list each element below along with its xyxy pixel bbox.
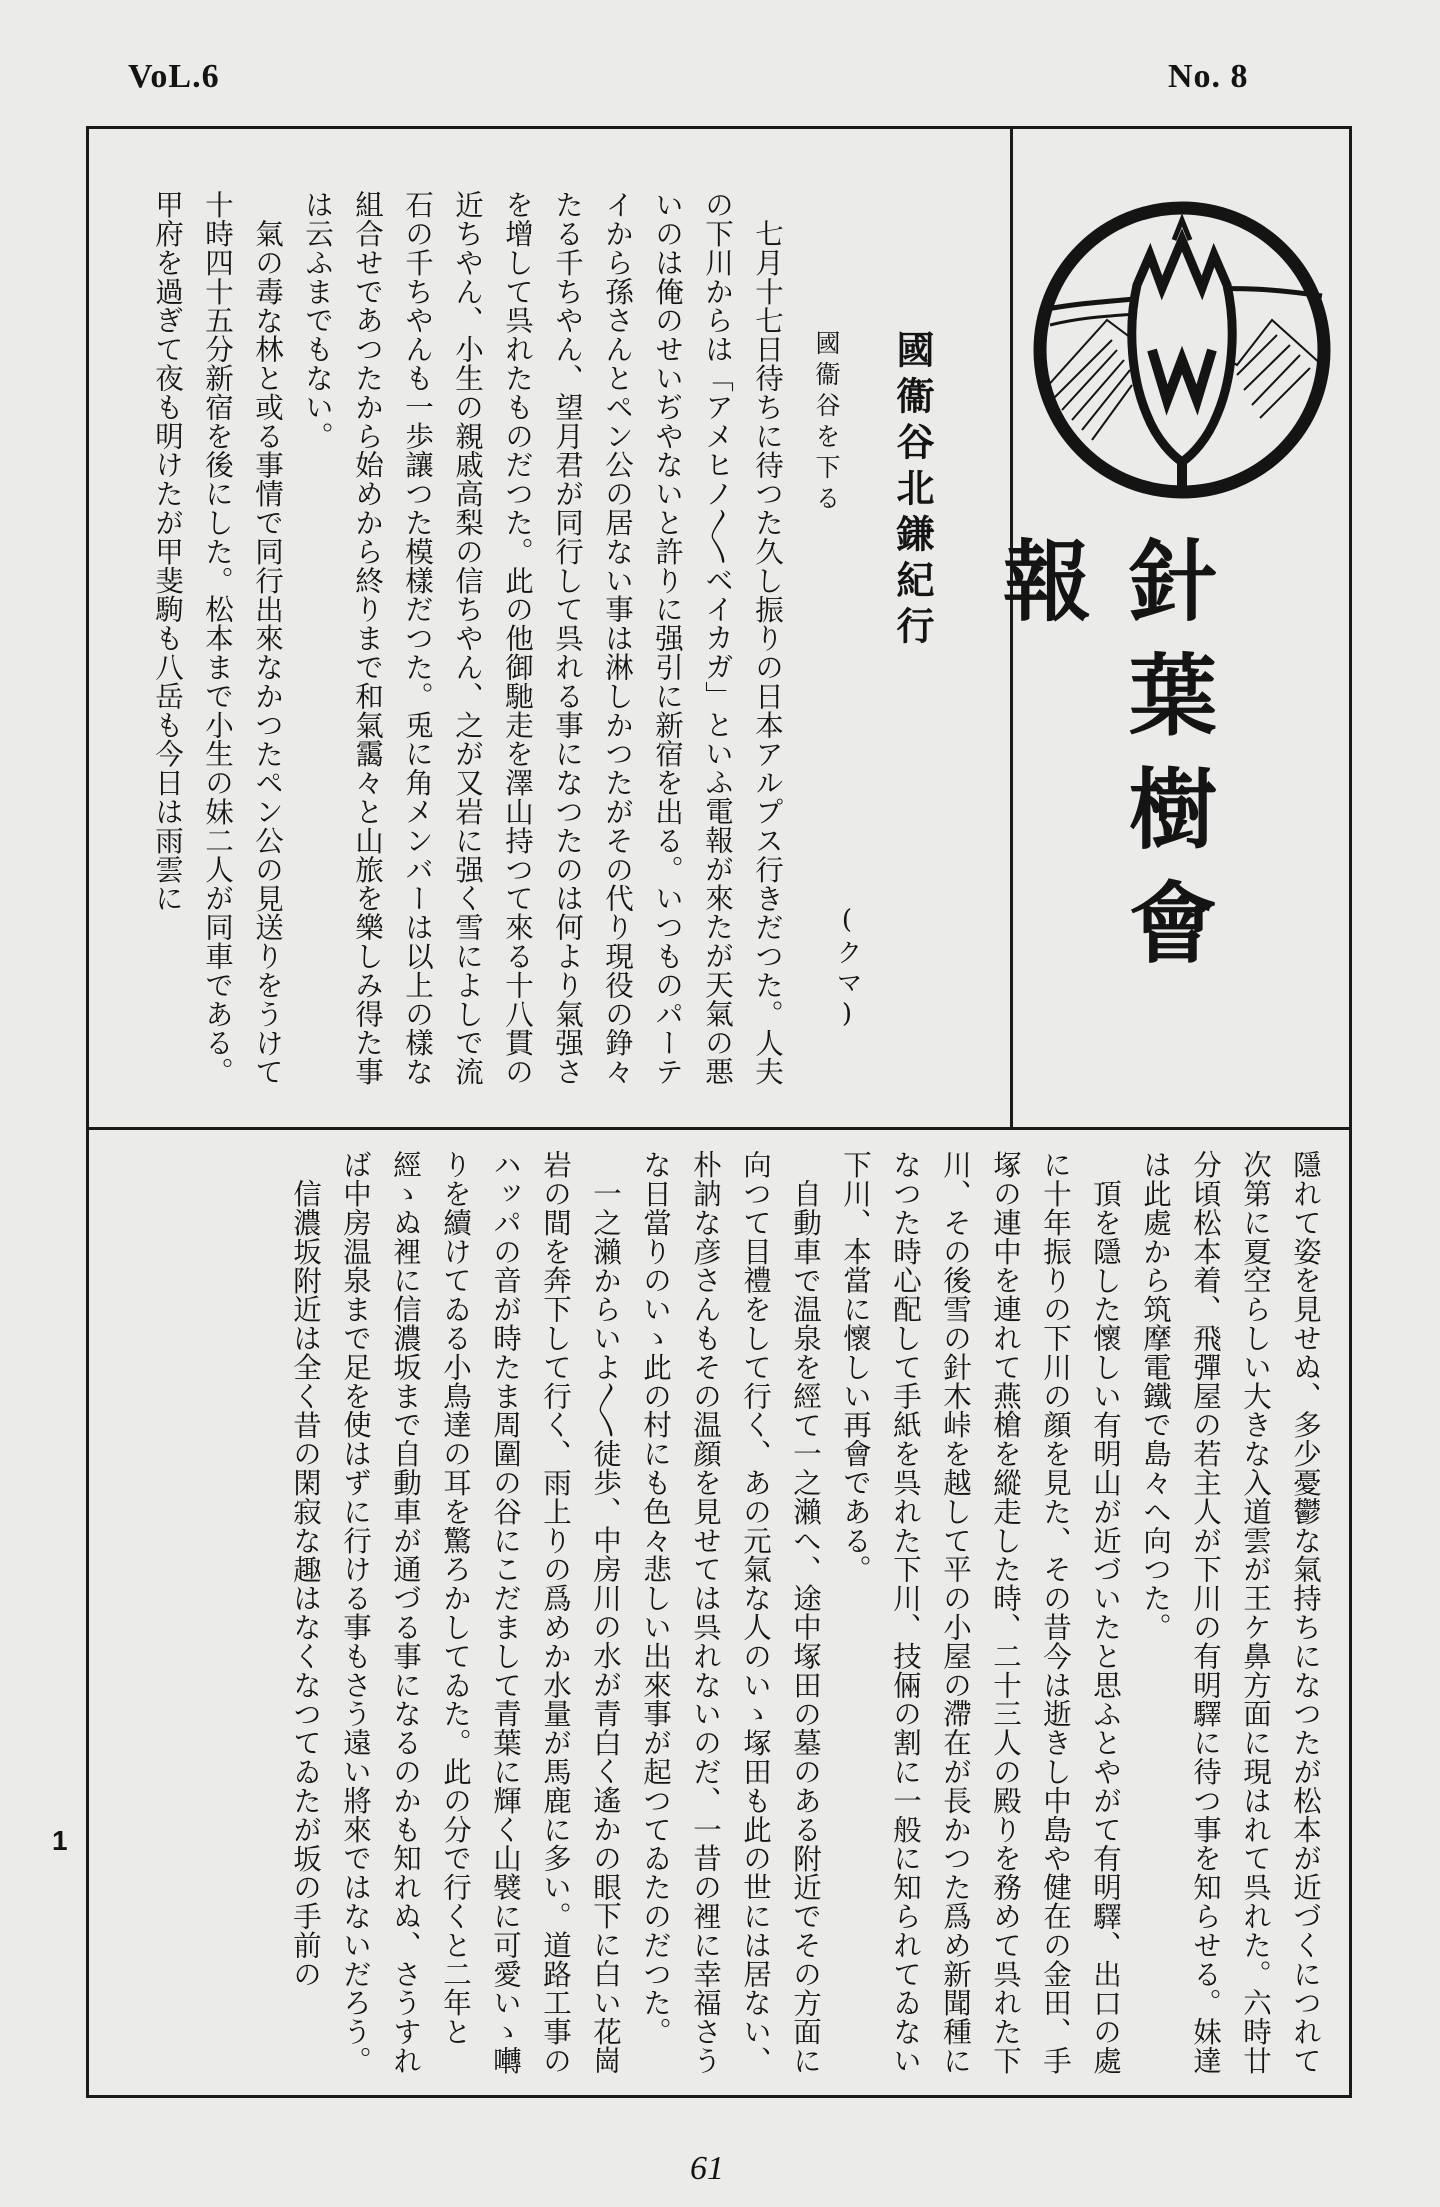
article-body-top bbox=[112, 190, 792, 1108]
paragraph: 一之瀨からいよ〳〵徒歩、中房川の水が青白く遙かの眼下に白い花崗岩の間を奔下して行く、雨上りの爲めか水量が馬鹿に多い。道路工事のハッパの音が時たま周圍の谷にこだまして青葉に輝く山襞に可愛いゝ囀りを續けてゐる小鳥達の耳を驚ろかしてゐた。此の分で行くと二年と經ゝぬ裡に信濃坂まで自動車が通づる事になるのかも知れぬ、さうすれば中房温泉まで足を使はずに行ける事もさう遠い將來ではないだろう。 bbox=[339, 1150, 622, 2075]
masthead-title: 針葉樹會報 bbox=[989, 535, 1219, 991]
horizontal-divider bbox=[86, 1127, 1352, 1130]
volume-label: VoL.6 bbox=[128, 58, 220, 95]
article-author: (クマ) bbox=[832, 905, 862, 1033]
tulip-mountain-emblem-icon bbox=[1032, 200, 1332, 500]
issue-number-label: No. 8 bbox=[1168, 58, 1249, 95]
margin-mark: 1 bbox=[52, 1825, 68, 1856]
paragraph: 信濃坂附近は全く昔の閑寂な趣はなくなつてゐたが坂の手前の bbox=[289, 1178, 322, 1988]
article-title: 國衞谷北鎌紀行 bbox=[890, 330, 935, 652]
article-body-bottom bbox=[112, 1150, 1330, 2080]
page-number: 61 bbox=[690, 2150, 724, 2187]
paragraph: 自動車で温泉を經て一之瀨へ、途中塚田の墓のある附近でその方面に向つて目禮をして行く、あの元氣な人のいゝ塚田も此の世には居ない、朴訥な彦さんもその温顔を見せては呉れないのだ、一昔の裡に幸福さうな日當りのいゝ此の村にも色々悲しい出來事が起つてゐたのだつた。 bbox=[639, 1150, 822, 2075]
paragraph: 氣の毒な林と或る事情で同行出來なかつたペン公の見送りをうけて十時四十五分新宿を後にした。松本まで小生の妹二人が同車である。甲府を過ぎて夜も明けたが甲斐駒も八岳も今日は雨雲に bbox=[151, 190, 284, 1086]
article-subtitle: 國衞谷を下る bbox=[812, 330, 841, 516]
paragraph: 隱れて姿を見せぬ、多少憂鬱な氣持ちになつたが松本が近づくにつれて次第に夏空らしい大きな入道雲が王ケ鼻方面に現はれて呉れた。六時廿分頃松本着、飛彈屋の若主人が下川の有明驛に待つ事を知らせる。妹達は此處から筑摩電鐵で島々へ向つた。 bbox=[1139, 1150, 1322, 2075]
paragraph: 七月十七日待ちに待つた久し振りの日本アルプス行きだつた。人夫の下川からは「アメヒノ〳〵ベイカガ」といふ電報が來たが天氣の悪いのは俺のせいぢやないと許りに强引に新宿を出る。いつものパーテイから孫さんとペン公の居ない事は淋しかつたがその代り現役の錚々たる千ちやん、望月君が同行して呉れる事になつたのは何より氣强さを增して呉れたものだつた。此の他御馳走を澤山持つて來る十八貫の近ちやん、小生の親戚高梨の信ちやん、之が又岩に强く雪によしで流石の千ちやんも一歩讓つた模樣だつた。兎に角メンバーは以上の樣な組合せであつたから始めから終りまで和氣靄々と山旅を樂しみ得た事は云ふまでもない。 bbox=[301, 190, 784, 1086]
paragraph: 頂を隱した懷しい有明山が近づいたと思ふとやがて有明驛、出口の處に十年振りの下川の顔を見た、その昔今は逝きし中島や健在の金田、手塚の連中を連れて燕槍を縱走した時、二十三人の殿りを務めて呉れた下川、その後雪の針木峠を越して平の小屋の滯在が長かつた爲め新聞種になつた時心配して手紙を呉れた下川、技倆の割に一般に知られてゐない下川、本當に懷しい再會である。 bbox=[839, 1150, 1122, 2075]
